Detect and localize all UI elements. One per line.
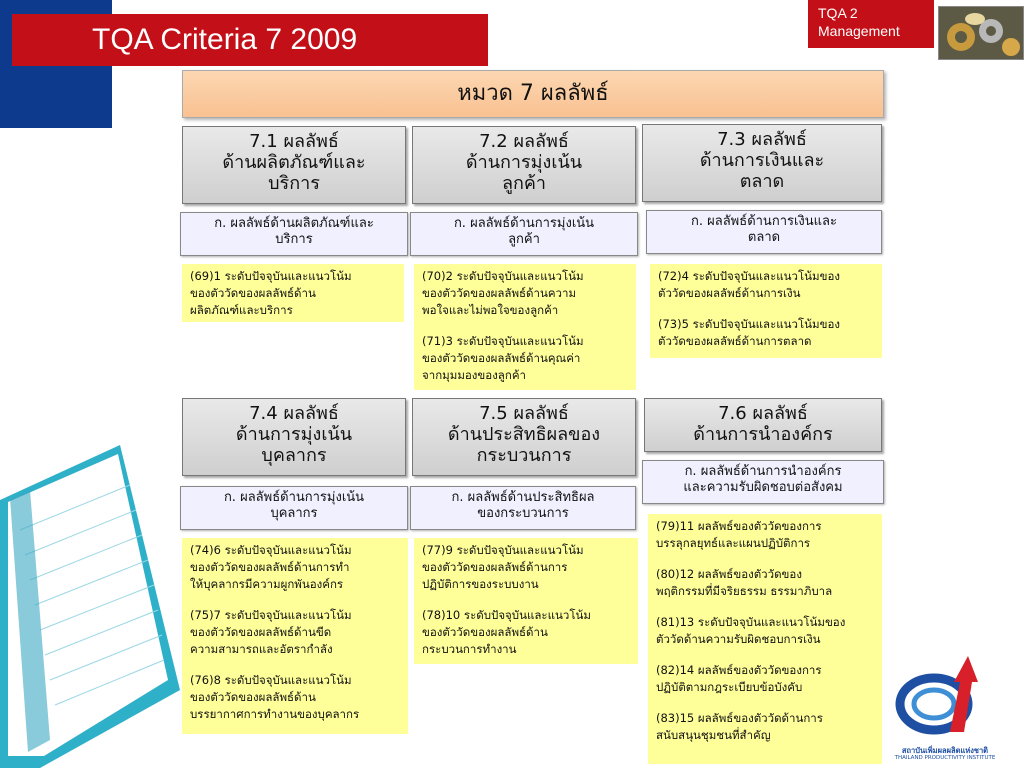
category-7-5-subheading <box>410 486 636 530</box>
item-line: ตัววัดของผลลัพธ์ด้านการตลาด <box>658 334 812 348</box>
subheading-line: บุคลากร <box>270 506 318 521</box>
item-line: (70)2 ระดับปัจจุบันและแนวโน้ม <box>422 269 584 283</box>
category-title-line: ด้านการมุ่งเน้น <box>465 152 583 173</box>
subheading-line: ก. ผลลัพธ์ด้านผลิตภัณฑ์และ <box>214 216 374 231</box>
item-line: (79)11 ผลลัพธ์ของตัววัดของการ <box>656 519 822 533</box>
section-header <box>182 70 884 118</box>
category-7-4-box <box>182 398 406 476</box>
notebook-illustration <box>0 440 180 768</box>
category-7-2-subheading <box>410 212 638 256</box>
item-line: (71)3 ระดับปัจจุบันและแนวโน้ม <box>422 334 584 348</box>
item-line: ตัววัดด้านความรับผิดชอบการเงิน <box>656 632 821 646</box>
list-item <box>654 710 876 744</box>
item-line: พอใจและไม่พอใจของลูกค้า <box>422 303 559 317</box>
item-line: (77)9 ระดับปัจจุบันและแนวโน้ม <box>422 543 584 557</box>
tqa-badge <box>808 0 934 48</box>
item-line: บรรลุกลยุทธ์และแผนปฏิบัติการ <box>656 536 811 550</box>
item-line: พฤติกรรมที่มีจริยธรรม ธรรมาภิบาล <box>656 584 833 598</box>
tpi-logo-text-th: สถาบันเพิ่มผลผลิตแห่งชาติ <box>901 746 989 755</box>
category-title-line: กระบวนการ <box>476 445 572 466</box>
category-7-6-subheading <box>642 460 884 504</box>
tpi-logo-text-en: THAILAND PRODUCTIVITY INSTITUTE <box>894 755 996 761</box>
item-line: ให้บุคลากรมีความผูกพันองค์กร <box>190 577 344 591</box>
category-title-line: 7.3 ผลลัพธ์ <box>717 129 807 150</box>
item-line: ของตัววัดของผลลัพธ์ด้านคุณค่า <box>422 351 581 365</box>
item-line: ปฏิบัติการของระบบงาน <box>422 577 539 591</box>
tqa-badge-line1: TQA 2 <box>818 5 858 21</box>
list-item <box>656 268 876 302</box>
item-line: กระบวนการทำงาน <box>422 642 517 656</box>
item-line: (75)7 ระดับปัจจุบันและแนวโน้ม <box>190 608 352 622</box>
item-line: (73)5 ระดับปัจจุบันและแนวโน้มของ <box>658 317 841 331</box>
category-7-2-box <box>412 126 636 204</box>
list-item <box>420 268 630 319</box>
item-line: ความสามารถและอัตรากำลัง <box>190 642 333 656</box>
subheading-line: และความรับผิดชอบต่อสังคม <box>683 480 843 495</box>
category-7-5-items <box>414 538 638 664</box>
item-line: ตัววัดของผลลัพธ์ด้านการเงิน <box>658 286 801 300</box>
tqa-badge-line2: Management <box>818 23 900 39</box>
list-item <box>654 566 876 600</box>
item-line: (80)12 ผลลัพธ์ของตัววัดของ <box>656 567 802 581</box>
category-title-line: ด้านการมุ่งเน้น <box>235 424 353 445</box>
item-line: (82)14 ผลลัพธ์ของตัววัดของการ <box>656 663 822 677</box>
page-title-text: TQA Criteria 7 2009 <box>92 23 358 56</box>
category-7-1-subheading <box>180 212 408 256</box>
category-7-6-box <box>644 398 882 452</box>
category-7-4-subheading <box>180 486 408 530</box>
category-7-1-items <box>182 264 404 322</box>
category-title-line: ลูกค้า <box>501 173 547 194</box>
category-7-5-box <box>412 398 636 476</box>
item-line: ปฏิบัติตามกฎระเบียบข้อบังคับ <box>656 680 803 694</box>
category-title-line: 7.1 ผลลัพธ์ <box>249 131 339 152</box>
category-title-line: ด้านการนำองค์กร <box>693 424 833 445</box>
tpi-logo-icon <box>890 652 1000 742</box>
category-7-1-box <box>182 126 406 204</box>
category-title-line: ด้านผลิตภัณฑ์และ <box>222 152 366 173</box>
gears-graphic <box>939 7 1023 59</box>
category-title-line: ด้านการเงินและ <box>699 150 825 171</box>
item-line: ของตัววัดของผลลัพธ์ด้านความ <box>422 286 577 300</box>
subheading-line: ก. ผลลัพธ์ด้านการเงินและ <box>691 214 837 229</box>
list-item <box>420 542 632 593</box>
list-item <box>654 518 876 552</box>
item-line: ผลิตภัณฑ์และบริการ <box>190 303 293 317</box>
item-line: จากมุมมองของลูกค้า <box>422 368 526 382</box>
subheading-line: ตลาด <box>747 230 781 245</box>
category-title-line: 7.4 ผลลัพธ์ <box>249 403 339 424</box>
subheading-line: ก. ผลลัพธ์ด้านการนำองค์กร <box>684 464 842 479</box>
item-line: (81)13 ระดับปัจจุบันและแนวโน้มของ <box>656 615 846 629</box>
list-item <box>654 614 876 648</box>
list-item <box>188 607 402 658</box>
subheading-line: ของกระบวนการ <box>477 506 569 521</box>
item-line: ของตัววัดของผลลัพธ์ด้านการทำ <box>190 560 350 574</box>
category-title-line: ตลาด <box>739 171 785 192</box>
tpi-logo <box>890 652 1000 762</box>
category-7-3-items <box>650 264 882 358</box>
category-title-line: ด้านประสิทธิผลของ <box>447 424 601 445</box>
item-line: (76)8 ระดับปัจจุบันและแนวโน้ม <box>190 673 352 687</box>
item-line: (74)6 ระดับปัจจุบันและแนวโน้ม <box>190 543 352 557</box>
category-7-3-box <box>642 124 882 202</box>
category-title-line: บริการ <box>268 173 320 194</box>
item-line: ของตัววัดของผลลัพธ์ด้าน <box>190 286 316 300</box>
list-item <box>654 662 876 696</box>
item-line: ของตัววัดของผลลัพธ์ด้านการ <box>422 560 568 574</box>
subheading-line: ลูกค้า <box>508 232 540 247</box>
category-7-6-items <box>648 514 882 764</box>
item-line: ของตัววัดของผลลัพธ์ด้าน <box>422 625 548 639</box>
item-line: (72)4 ระดับปัจจุบันและแนวโน้มของ <box>658 269 841 283</box>
list-item <box>188 672 402 723</box>
category-7-2-items <box>414 264 636 390</box>
category-7-4-items <box>182 538 408 734</box>
list-item <box>188 268 398 319</box>
subheading-line: ก. ผลลัพธ์ด้านประสิทธิผล <box>451 490 595 505</box>
subheading-line: บริการ <box>275 232 313 247</box>
list-item <box>420 607 632 658</box>
category-title-line: 7.5 ผลลัพธ์ <box>479 403 569 424</box>
category-title-line: 7.2 ผลลัพธ์ <box>479 131 569 152</box>
item-line: (78)10 ระดับปัจจุบันและแนวโน้ม <box>422 608 591 622</box>
gears-image-icon <box>938 6 1024 60</box>
category-title-line: 7.6 ผลลัพธ์ <box>718 403 808 424</box>
item-line: สนับสนุนชุมชนที่สำคัญ <box>656 728 771 742</box>
item-line: บรรยากาศการทำงานของบุคลากร <box>190 707 360 721</box>
page-title <box>12 14 488 66</box>
subheading-line: ก. ผลลัพธ์ด้านการมุ่งเน้น <box>453 216 595 231</box>
item-line: (69)1 ระดับปัจจุบันและแนวโน้ม <box>190 269 352 283</box>
item-line: (83)15 ผลลัพธ์ของตัววัดด้านการ <box>656 711 823 725</box>
list-item <box>656 316 876 350</box>
category-title-line: บุคลากร <box>261 445 327 466</box>
list-item <box>188 542 402 593</box>
item-line: ของตัววัดของผลลัพธ์ด้าน <box>190 690 316 704</box>
list-item <box>420 333 630 384</box>
section-title: หมวด 7 ผลลัพธ์ <box>457 81 609 106</box>
item-line: ของตัววัดของผลลัพธ์ด้านขีด <box>190 625 332 639</box>
category-7-3-subheading <box>646 210 882 254</box>
subheading-line: ก. ผลลัพธ์ด้านการมุ่งเน้น <box>223 490 365 505</box>
